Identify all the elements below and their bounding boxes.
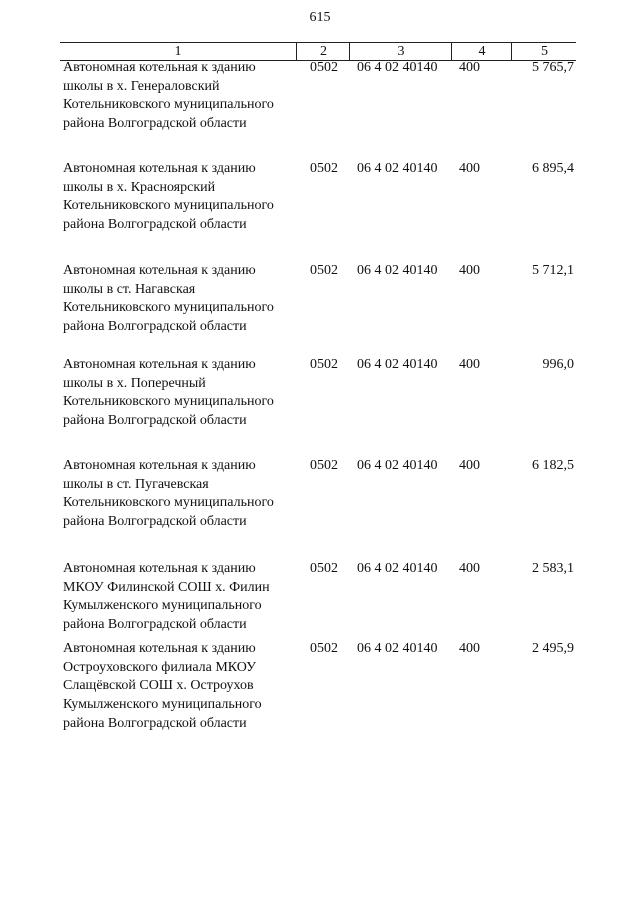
page-number: 615 (309, 10, 331, 25)
row-name-line: школы в ст. Нагавская (63, 281, 196, 297)
row-name-line: района Волгоградской области (63, 617, 247, 633)
row-code: 06 4 02 40140 (357, 641, 438, 656)
row-name-line: Автономная котельная к зданию (63, 641, 256, 656)
row-name-line: Котельниковского муниципального (63, 300, 274, 316)
row-name (63, 640, 295, 734)
row-section: 0502 (310, 357, 338, 372)
row-amount: 6 895,4 (532, 161, 574, 176)
row-name-line: Слащёвской СОШ х. Остроухов (63, 678, 254, 694)
row-name (63, 160, 295, 235)
header-col-5: 5 (511, 43, 577, 60)
row-type: 400 (459, 60, 480, 75)
row-amount: 5 765,7 (532, 60, 574, 75)
row-name-line: школы в х. Поперечный (63, 375, 206, 391)
row-amount: 5 712,1 (532, 263, 574, 278)
row-section: 0502 (310, 161, 338, 176)
row-section: 0502 (310, 60, 338, 75)
row-type: 400 (459, 561, 480, 576)
row-name (63, 560, 295, 635)
row-name-line: района Волгоградской области (63, 715, 247, 731)
row-type: 400 (459, 161, 480, 176)
row-code: 06 4 02 40140 (357, 263, 438, 278)
row-name-line: Котельниковского муниципального (63, 495, 274, 511)
row-name-line: Кумылженского муниципального (63, 697, 262, 713)
budget-table (60, 42, 576, 731)
row-name-line: Кумылженского муниципального (63, 598, 262, 614)
row-name-line: района Волгоградской области (63, 116, 247, 132)
row-name (63, 457, 295, 532)
row-amount: 996,0 (542, 357, 574, 372)
row-section: 0502 (310, 641, 338, 656)
row-name-line: школы в х. Генераловский (63, 78, 220, 94)
row-amount: 6 182,5 (532, 458, 574, 473)
row-amount: 2 583,1 (532, 561, 574, 576)
row-name (63, 356, 295, 431)
row-code: 06 4 02 40140 (357, 60, 438, 75)
header-col-3: 3 (349, 43, 452, 60)
header-col-2: 2 (296, 43, 350, 60)
row-name-line: школы в ст. Пугачевская (63, 476, 209, 492)
row-name-line: Автономная котельная к зданию (63, 161, 256, 176)
row-type: 400 (459, 641, 480, 656)
row-code: 06 4 02 40140 (357, 458, 438, 473)
row-type: 400 (459, 263, 480, 278)
row-name-line: Котельниковского муниципального (63, 198, 274, 214)
header-col-1: 1 (174, 44, 182, 59)
row-name-line: района Волгоградской области (63, 319, 247, 335)
row-name-line: школы в х. Красноярский (63, 179, 216, 195)
row-name-line: Автономная котельная к зданию (63, 357, 256, 372)
row-code: 06 4 02 40140 (357, 357, 438, 372)
row-section: 0502 (310, 458, 338, 473)
row-name-line: района Волгоградской области (63, 413, 247, 429)
row-name-line: Автономная котельная к зданию (63, 263, 256, 278)
row-name (63, 262, 295, 337)
header-col-4: 4 (451, 43, 512, 60)
row-type: 400 (459, 357, 480, 372)
row-name-line: Автономная котельная к зданию (63, 458, 256, 473)
row-section: 0502 (310, 263, 338, 278)
row-name-line: района Волгоградской области (63, 217, 247, 233)
row-name-line: района Волгоградской области (63, 514, 247, 530)
row-name-line: Котельниковского муниципального (63, 97, 274, 113)
row-name-line: Котельниковского муниципального (63, 394, 274, 410)
row-name-line: Автономная котельная к зданию (63, 561, 256, 576)
row-name (63, 59, 295, 134)
row-section: 0502 (310, 561, 338, 576)
row-type: 400 (459, 458, 480, 473)
row-name-line: Остроуховского филиала МКОУ (63, 659, 257, 675)
row-code: 06 4 02 40140 (357, 161, 438, 176)
row-code: 06 4 02 40140 (357, 561, 438, 576)
row-name-line: МКОУ Филинской СОШ х. Филин (63, 579, 270, 595)
row-amount: 2 495,9 (532, 641, 574, 656)
row-name-line: Автономная котельная к зданию (63, 60, 256, 75)
